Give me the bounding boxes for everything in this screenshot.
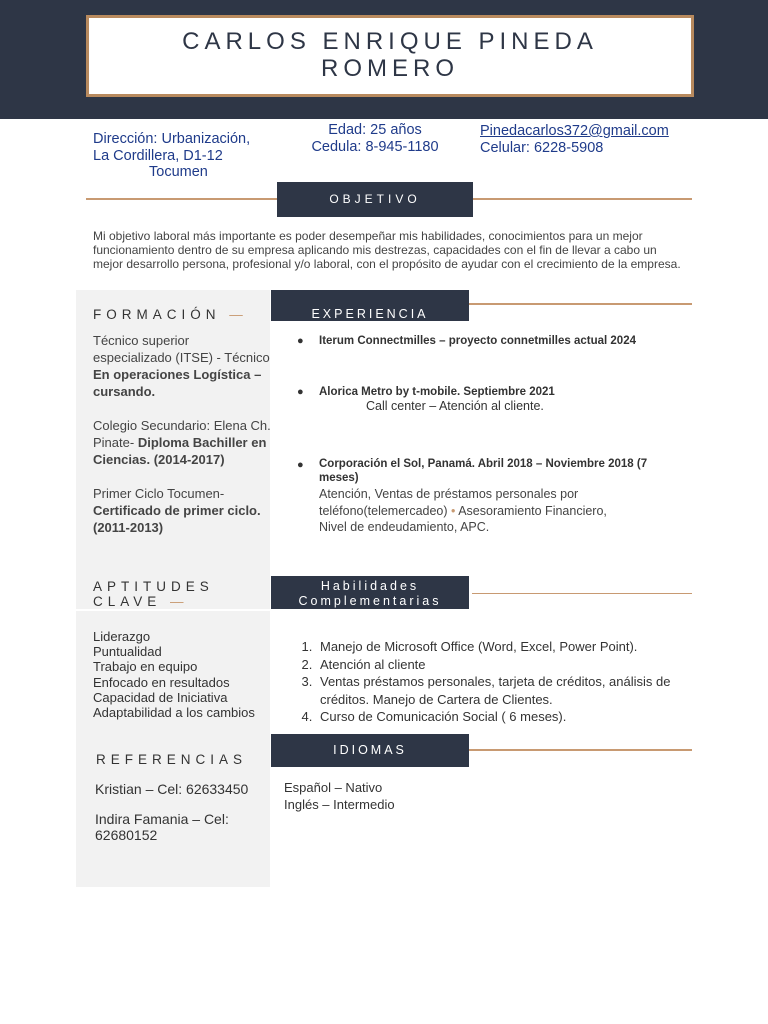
aptitudes-list: [93, 629, 255, 720]
habilidades-rule: [472, 593, 692, 594]
aptitude-item: Enfocado en resultados: [93, 674, 230, 690]
candidate-name: [89, 18, 691, 82]
aptitudes-heading-line-1: APTITUDES: [93, 579, 214, 594]
experiencia-heading: EXPERIENCIA: [271, 290, 469, 321]
idiomas-rule: [468, 749, 692, 751]
name-line-2: ROMERO: [321, 55, 459, 82]
contact-block: [480, 123, 720, 156]
formacion-list: [93, 332, 271, 536]
experience-detail-rest: Asesoramiento Financiero, Nivel de endeudamiento, APC.: [319, 503, 607, 534]
name-box: [86, 15, 694, 97]
name-line-1: CARLOS ENRIQUE PINEDA: [182, 28, 598, 55]
aptitudes-dash: —: [170, 594, 184, 609]
experience-item: [297, 334, 689, 348]
habilidad-item: 1. Manejo de Microsoft Office (Word, Excel, Power Point).: [316, 638, 690, 656]
formacion-item-bold: En operaciones Logística – cursando.: [93, 367, 262, 399]
sidebar-divider: [76, 609, 270, 611]
formacion-item-text: Primer Ciclo Tocumen-: [93, 486, 225, 501]
aptitudes-heading: [93, 579, 214, 609]
address-line-1: Dirección: Urbanización,: [93, 131, 251, 147]
formacion-heading: [93, 307, 243, 322]
formacion-item-text: Técnico superior especializado (ITSE) - Técnico: [93, 333, 270, 365]
bullet-dot: ●: [297, 459, 304, 471]
formacion-dash: —: [229, 307, 243, 322]
formacion-heading-text: FORMACIÓN: [93, 307, 221, 322]
experience-item: [297, 458, 659, 536]
address-line-3: Tocumen: [149, 164, 208, 180]
experience-title: Corporación el Sol, Panamá. Abril 2018 – Noviembre 2018 (7 meses): [319, 458, 648, 484]
bullet-dot: ●: [297, 386, 304, 398]
formacion-item: [93, 332, 271, 400]
experience-detail: Call center – Atención al cliente.: [366, 399, 544, 413]
experience-title: Alorica Metro by t-mobile. Septiembre 2021: [319, 386, 555, 398]
formacion-item-bold: Certificado de primer ciclo. (2011-2013): [93, 503, 261, 535]
habilidades-heading: [271, 576, 469, 609]
habilidades-heading-line-1: Habilidades: [320, 579, 420, 593]
formacion-item-bold: Diploma Bachiller en Ciencias. (2014-2017): [93, 435, 267, 467]
formacion-item: [93, 417, 271, 468]
objective-text: Mi objetivo laboral más importante es poder desempeñar mis habilidades, conocimientos para un mejor funcionamiento dentro de su empresa aplicando mis destrezas, capacidades con el fin de llevar a cabo un mejor desarrollo persona, profesional y/o laboral, con el propósito de ayudar con el crecimiento de la empresa.: [93, 229, 681, 271]
age-text: Edad: 25 años: [328, 122, 422, 138]
experience-item: [297, 385, 689, 413]
address-block: [93, 131, 283, 181]
detail-separator: •: [451, 503, 456, 518]
referencias-list: [95, 781, 265, 843]
formacion-item: [93, 485, 271, 536]
experience-detail: [319, 486, 609, 536]
idiomas-list: [284, 779, 395, 813]
bullet-dot: ●: [297, 335, 304, 347]
habilidades-heading-line-2: Complementarias: [298, 594, 442, 608]
reference-item: Indira Famania – Cel: 62680152: [95, 811, 229, 843]
habilidades-list-wrap: [270, 638, 690, 726]
idiomas-heading: IDIOMAS: [271, 734, 469, 767]
aptitude-item: Trabajo en equipo: [93, 659, 198, 675]
habilidad-item: 3. Ventas préstamos personales, tarjeta de créditos, análisis de créditos. Manejo de Cartera de Clientes.: [316, 673, 690, 708]
aptitudes-heading-line-2: CLAVE: [93, 594, 162, 609]
experience-title: Iterum Connectmilles – proyecto connetmilles actual 2024: [319, 335, 636, 347]
reference-item: Kristian – Cel: 62633450: [95, 781, 249, 797]
experience-detail-text: Atención, Ventas de préstamos personales por teléfono(telemercadeo): [319, 487, 579, 518]
aptitude-item: Liderazgo: [93, 629, 151, 644]
aptitude-item: Capacidad de Iniciativa: [93, 689, 228, 705]
objective-heading: OBJETIVO: [277, 182, 473, 217]
habilidad-item: 4. Curso de Comunicación Social ( 6 meses).: [316, 708, 690, 726]
idioma-item: Español – Nativo: [284, 780, 383, 795]
idioma-item: Inglés – Intermedio: [284, 797, 395, 812]
experiencia-rule: [468, 303, 692, 305]
personal-info-block: [290, 122, 460, 155]
aptitude-item: Puntualidad: [93, 644, 162, 660]
phone-text: Celular: 6228-5908: [480, 139, 604, 156]
email-link[interactable]: Pinedacarlos372@gmail.com: [480, 123, 669, 139]
aptitude-item: Adaptabilidad a los cambios: [93, 705, 255, 721]
formacion-item-text: Colegio Secundario: Elena Ch. Pinate-: [93, 418, 271, 450]
referencias-heading: REFERENCIAS: [96, 752, 248, 767]
address-line-2: La Cordillera, D1-12: [93, 147, 223, 164]
habilidades-list: [270, 638, 690, 726]
habilidad-item: 2. Atención al cliente: [316, 656, 690, 674]
cedula-text: Cedula: 8-945-1180: [311, 138, 439, 155]
